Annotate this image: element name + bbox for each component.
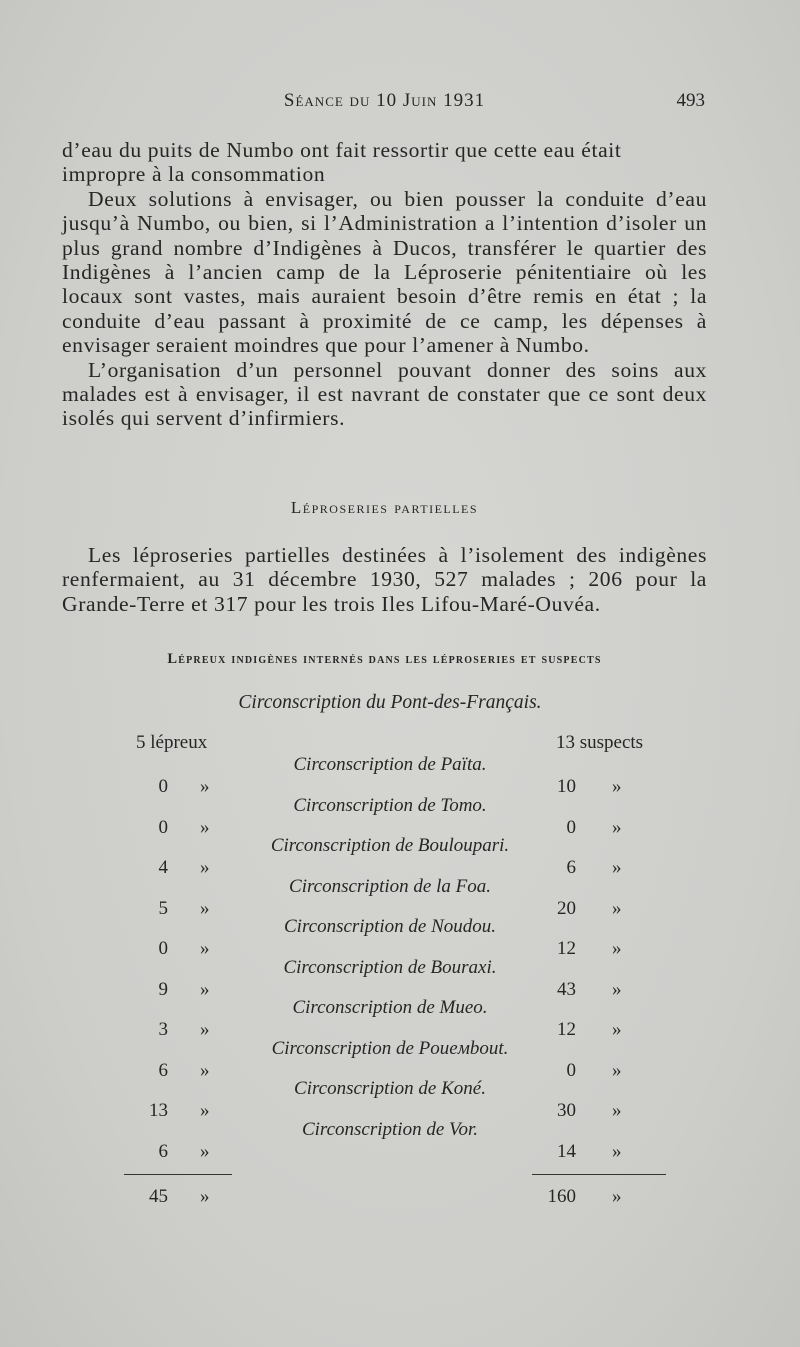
circonscription-name: Circonscription de Bouraxi. [283,956,497,978]
paragraph-3: L’organisation d’un personnel pouvant donner des soins aux malades est à envisager, il est navrant de constater que ce sont deux isolés qui servent d’infirmiers. [62,357,707,431]
paragraph-2: Deux solutions à envisager, ou bien pousser la conduite d’eau jusqu’à Numbo, ou bien, si l’Administration a l’intention d’isoler un plus grand nombre d’Indigènes à Ducos, transférer le quartier des Indigènes à l’ancien camp de la Léproserie pénitentiaire où les locaux sont vastes, mais auraient besoin d’être remis en état ; la conduite d’eau passant à proximité de ce camp, les dépenses à envisager seraient moindres que pour l’amener à Numbo. [62,186,707,358]
page-header [62,88,707,118]
lepreux-count: 0 [158,816,168,838]
suspects-count: 14 [557,1140,576,1162]
ditto-mark: » [200,857,210,878]
ditto-mark: » [612,1100,622,1121]
paragraph-1: d’eau du puits de Numbo ont fait ressortir que cette eau était impropre à la consommation [62,138,622,187]
total-suspects-value: 160 [547,1186,576,1207]
lepreux-count: 0 [158,938,168,959]
section-title: Léproseries partielles [290,498,479,517]
ditto-mark: » [612,1019,622,1040]
suspects-count: 0 [566,1059,576,1081]
ditto-mark: » [612,978,622,1000]
ditto-mark: » [200,1100,210,1121]
suspects-count: 12 [557,938,576,959]
ditto-mark: » [200,938,210,959]
total-lepreux-value: 45 [149,1186,168,1207]
circonscription-name: Circonscription de Vor. [301,1118,479,1140]
ditto-mark: » [612,938,622,959]
ditto-mark: » [200,1059,210,1081]
circonscription-name: Circonscription de Noudou. [284,916,496,937]
circonscription-name: Circonscription de Poueмbout. [271,1037,509,1059]
lepreux-count: 4 [158,857,168,878]
ditto-mark: » [612,1186,622,1207]
lepreux-count: 13 [149,1100,168,1121]
ditto-mark: » [612,1140,622,1162]
section-text [62,543,707,616]
section-paragraph: Les léproseries partielles destinées à l’isolement des indigènes renfermaient, au 31 décembre 1930, 527 malades ; 206 pour la Grande-Terre et 317 pour les trois Iles Lifou-Maré-Ouvéa. [62,543,707,616]
lepreux-count: 6 [158,1140,168,1162]
suspects-count: 30 [557,1100,576,1121]
lepreux-count: 6 [158,1059,168,1081]
ditto-mark: » [200,897,210,919]
circonscription-heading: Circonscription du Pont-des-Français. [238,692,542,713]
ditto-mark: » [612,897,622,919]
lepreux-count: 5 [158,897,168,919]
ditto-mark: » [200,978,210,1000]
lepreux-count: 3 [158,1019,168,1040]
suspects-count: 20 [557,897,576,919]
lepreux-count: 0 [158,776,168,797]
table-title: Lépreux indigènes internés dans les léproseries et suspects [167,651,602,667]
suspects-count: 0 [566,816,576,838]
suspects-count: 12 [557,1019,576,1040]
circonscription-name: Circonscription de Bouloupari. [270,835,510,856]
main-text [62,138,707,431]
ditto-mark: » [612,1059,622,1081]
circonscription-name: Circonscription de Koné. [294,1078,486,1099]
lepreux-header: 5 lépreux [136,732,208,753]
suspects-header: 13 suspects [556,732,644,753]
ditto-mark: » [200,1186,210,1207]
ditto-mark: » [200,776,210,797]
running-title: Séance du 10 Juin 1931 [283,90,486,111]
ditto-mark: » [200,816,210,838]
lepreux-count: 9 [158,978,168,1000]
left-total-rule [124,1174,232,1175]
page-number: 493 [676,90,705,111]
circonscription-name: Circonscription de Mueo. [292,997,488,1018]
ditto-mark: » [200,1140,210,1162]
suspects-count: 43 [557,978,576,1000]
circonscription-name: Circonscription de Païta. [293,754,487,775]
ditto-mark: » [612,816,622,838]
circonscription-name: Circonscription de Tomo. [293,794,487,816]
suspects-count: 10 [557,776,576,797]
right-total-rule [532,1174,666,1175]
suspects-count: 6 [566,857,576,878]
ditto-mark: » [612,857,622,878]
ditto-mark: » [612,776,622,797]
ditto-mark: » [200,1019,210,1040]
circonscription-name: Circonscription de la Foa. [289,875,491,897]
